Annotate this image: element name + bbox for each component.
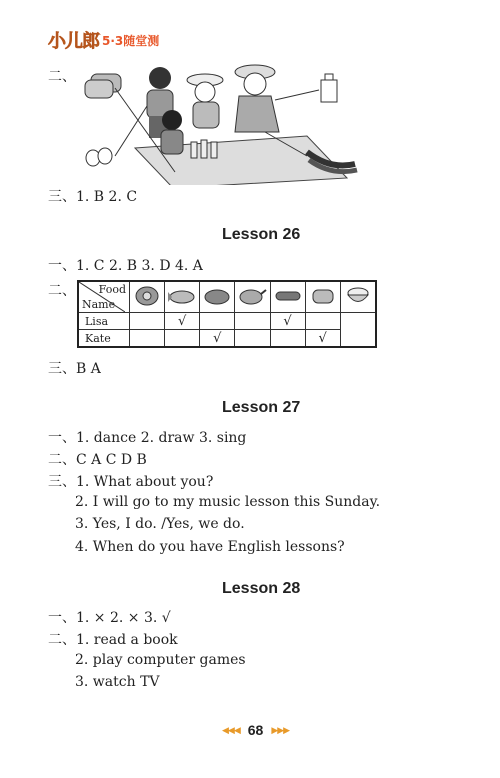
table-cell [305, 313, 340, 330]
table-cell [200, 313, 235, 330]
row-name-kate: Kate [78, 330, 130, 348]
lesson28-section2-item3: 3. watch TV [75, 674, 160, 690]
table-cell: √ [270, 313, 305, 330]
woman-figure [235, 65, 279, 132]
prev-section3-answers: 三、1. B 2. C [48, 189, 138, 205]
picnic-illustration [75, 60, 375, 185]
lesson27-section2: 二、C A C D B [48, 452, 147, 468]
lesson27-section3-item2: 2. I will go to my music lesson this Sunday. [75, 494, 381, 510]
food-name-header-cell [78, 281, 130, 313]
milk-carton-icon [321, 74, 337, 102]
eggs-icon [86, 148, 112, 166]
table-header-row [78, 281, 376, 313]
lesson27-section3-item3: 3. Yes, I do. /Yes, we do. [75, 516, 245, 532]
brand-series: 5·3随堂测 [102, 33, 160, 48]
girl-with-hat-figure [187, 74, 223, 128]
picnic-label: 二、 [48, 69, 76, 85]
lesson26-section2-label: 二、 [48, 283, 76, 299]
table-cell [130, 330, 165, 348]
meat-icon [200, 281, 235, 313]
chicken-icon [235, 281, 270, 313]
lesson27-section3-item1: 三、1. What about you? [48, 474, 214, 490]
table-cell [235, 313, 270, 330]
lesson27-section3-item4: 4. When do you have English lessons? [75, 539, 345, 555]
lesson26-section3: 三、B A [48, 361, 101, 377]
water-bottles-icon [191, 140, 217, 158]
table-row [78, 330, 376, 348]
bread-icon [305, 281, 340, 313]
table-cell [270, 330, 305, 348]
brand-logo: 小儿郎 [48, 31, 99, 52]
lesson27-section1: 一、1. dance 2. draw 3. sing [48, 430, 247, 446]
table-cell [165, 330, 200, 348]
lesson28-section1: 一、1. × 2. × 3. √ [48, 610, 171, 626]
match-line [275, 90, 319, 100]
row-name-lisa: Lisa [78, 313, 130, 330]
lesson26-section1: 一、1. C 2. B 3. D 4. A [48, 258, 203, 274]
table-cell: √ [200, 330, 235, 348]
header-food: Food [98, 283, 126, 296]
child-back-figure [161, 110, 183, 154]
lesson28-title: Lesson 28 [222, 580, 301, 597]
sausage-icon [270, 281, 305, 313]
table-cell [235, 330, 270, 348]
lesson28-section2-item1: 二、1. read a book [48, 632, 178, 648]
lesson27-title: Lesson 27 [222, 399, 301, 416]
right-arrows-icon: ▶▶▶ [271, 724, 290, 735]
page-number: 68 [247, 722, 264, 738]
lesson28-section2-item2: 2. play computer games [75, 652, 246, 668]
bread-icon [85, 74, 121, 98]
ham-icon [130, 281, 165, 313]
table-cell: √ [165, 313, 200, 330]
lesson26-title: Lesson 26 [222, 226, 301, 243]
header-name: Name [82, 298, 116, 311]
page-footer [222, 722, 289, 738]
rice-bowl-icon [340, 281, 376, 313]
fish-icon [165, 281, 200, 313]
table-row [78, 313, 376, 330]
brand-header [48, 27, 159, 53]
food-preference-table [77, 280, 377, 348]
left-arrows-icon: ◀◀◀ [222, 724, 240, 735]
table-cell [130, 313, 165, 330]
table-cell: √ [305, 330, 340, 348]
